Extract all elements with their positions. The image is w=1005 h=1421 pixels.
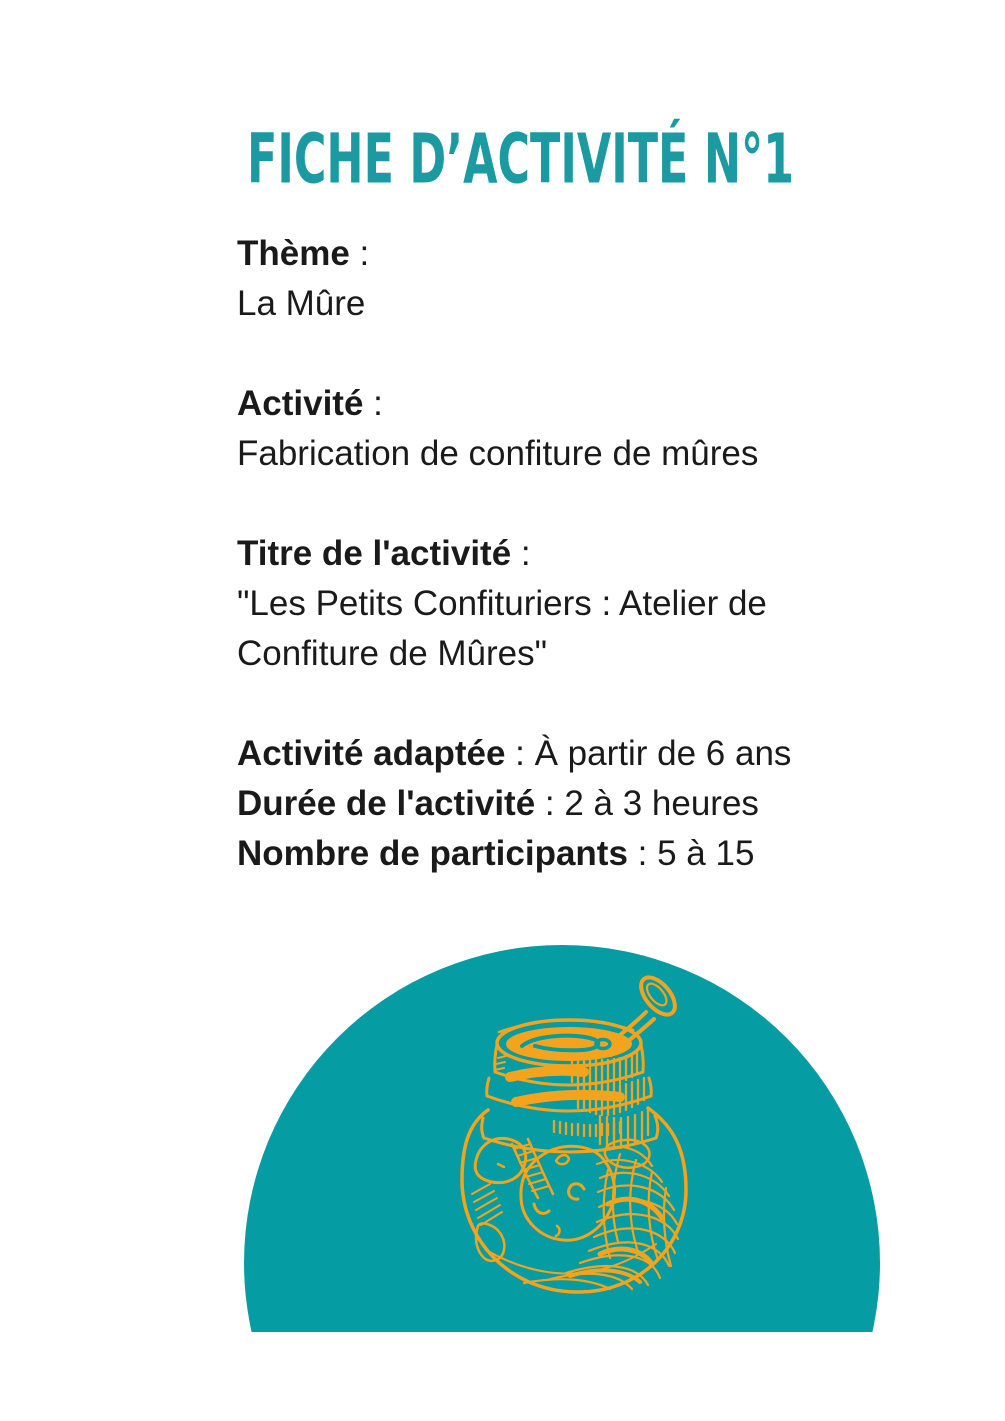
duration-label: Durée de l'activité [237,784,536,823]
duration-value: : 2 à 3 heures [535,784,759,823]
participants-value: : 5 à 15 [627,834,755,873]
activity-title-line1: "Les Petits Confituriers : Atelier de [237,584,767,623]
adapted-age-label: Activité adaptée [237,734,506,773]
adapted-age-value: : À partir de 6 ans [505,734,792,773]
activity-title-section [237,529,877,679]
info-text [237,229,877,929]
activity-label: Activité [237,384,364,423]
activity-value: Fabrication de confiture de mûres [237,434,759,473]
hero-shape [244,945,880,1332]
theme-label: Thème [237,234,350,273]
activity-title-label: Titre de l'activité [237,534,512,573]
jam-jar-icon [450,958,710,1303]
jar-neck-ridges [482,1045,658,1152]
participants-label: Nombre de participants [237,834,628,873]
activity-title-colon: : [511,534,531,573]
theme-value: La Mûre [237,284,366,323]
theme-colon: : [349,234,370,273]
activity-title-line2: Confiture de Mûres" [237,634,548,673]
jar-ink [462,971,686,1292]
scribble-shading [524,1147,678,1289]
theme-section [237,229,877,329]
details-section [237,729,877,879]
activity-section [237,379,877,479]
activity-colon: : [363,384,383,423]
page-title: FICHE D’ACTIVITÉ N°1 [247,119,795,200]
